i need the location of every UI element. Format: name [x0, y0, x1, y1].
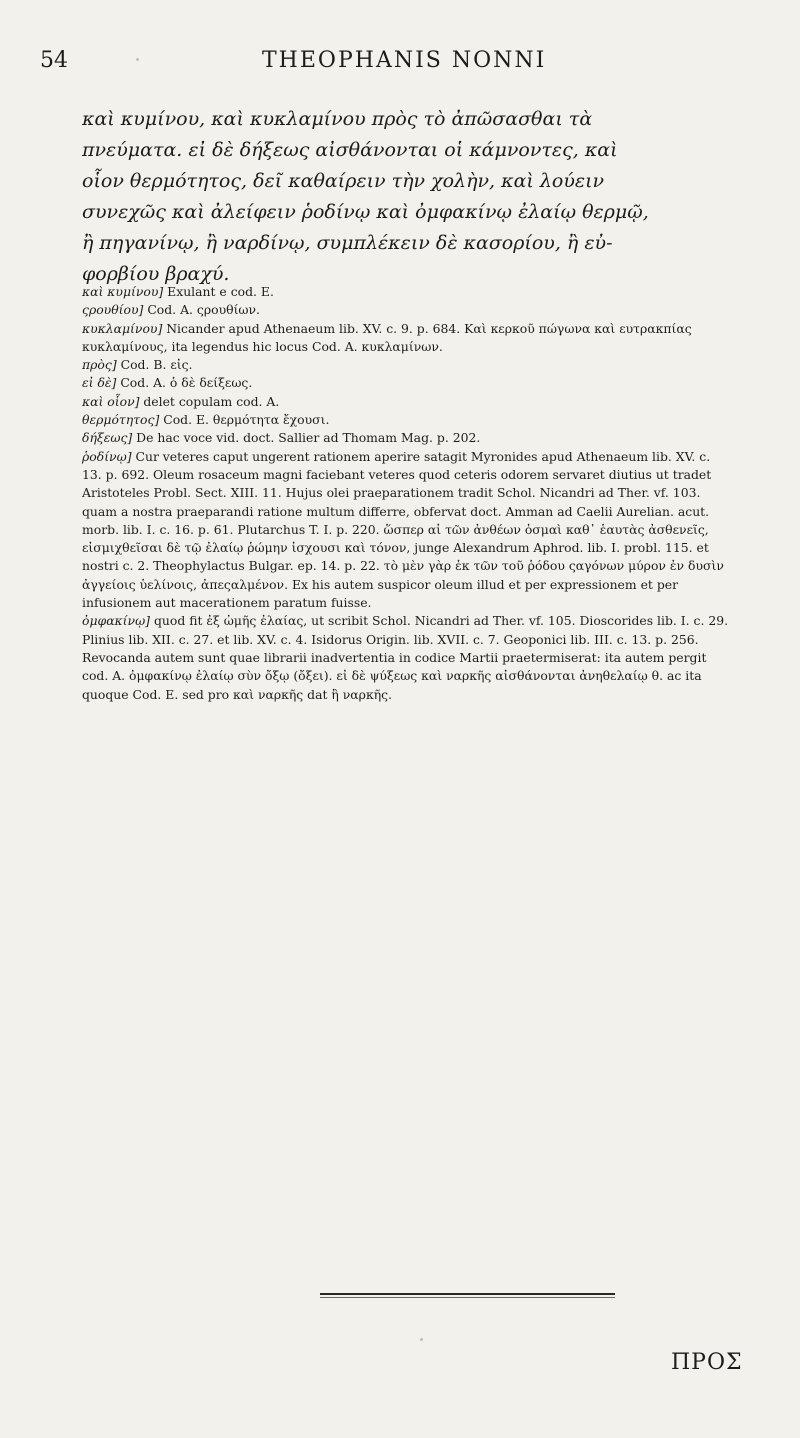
main-text-line: ἢ πηγανίνῳ, ἢ ναρδίνῳ, συμπλέκειν δὲ κασορίου, ἢ εὐ- — [82, 232, 613, 254]
note-lemma: εἰ δὲ] — [82, 375, 117, 391]
main-text-line: οἷον θερμότητος, δεῖ καθαίρειν τὴν χολὴν, καὶ λούειν — [82, 170, 605, 192]
page-number: 54 — [40, 48, 68, 73]
page-header — [0, 48, 800, 88]
paper-speck — [420, 1338, 423, 1341]
note-lemma: θερμότητος] — [82, 412, 160, 428]
note-lemma: ῥοδίνῳ] — [82, 448, 132, 464]
note-lemma: ςρουθίου] — [82, 302, 144, 318]
rule-thick — [320, 1293, 615, 1295]
main-text-line: πνεύματα. εἰ δὲ δήξεως αἰσθάνονται οἱ κάμνοντες, καὶ — [82, 139, 618, 161]
main-text-line: συνεχῶς καὶ ἀλείφειν ῥοδίνῳ καὶ ὀμφακίνῳ ἐλαίῳ θερμῷ, — [82, 201, 649, 223]
note-lemma: πρὸς] — [82, 357, 117, 373]
footnote — [82, 320, 732, 357]
rule-thin — [320, 1297, 615, 1298]
main-text-line: καὶ κυμίνου, καὶ κυκλαμίνου πρὸς τὸ ἀπῶσασθαι τὰ — [82, 108, 593, 130]
footnotes — [82, 283, 732, 704]
paper-speck — [136, 58, 139, 61]
footnote — [82, 429, 732, 447]
note-text: Exulant e cod. E. — [163, 284, 274, 299]
note-text: Cod. B. εἰς. — [116, 357, 193, 373]
end-rule — [320, 1293, 615, 1298]
footnote — [82, 448, 732, 613]
note-text: quod fit ἐξ ὠμῆς ἐλαίας, ut scribit Schol. Nicandri ad Ther. vf. 105. Dioscorides lib. I. c. 29. Plinius lib. XII. c. 27. et lib. XV. c. 4. Isidorus Origin. lib. XVII. c. 7. Geoponici lib. III. c. 13. p. 256. Revocanda autem sunt quae librarii inadvertentia in codice Martii praetermiserat: ita autem pergit cod. A. ὀμφακίνῳ ἐλαίῳ σὺν ὄξῳ (ὄξει). εἰ δὲ ψύξεως καὶ ναρκῆς αἰσθάνονται ἀνηθελαίῳ θ. ac ita quoque Cod. E. sed pro καὶ ναρκῆς dat ἢ ναρκῆς. — [82, 613, 729, 702]
note-text: Nicander apud Athenaeum lib. XV. c. 9. p. 684. Καὶ κερκοῦ πώγωνα καὶ ευτρακπίας κυκλαμίνους, ita legendus hic locus Cod. A. κυκλαμίνων. — [82, 320, 692, 354]
note-text: Cod. E. θερμότητα ἔχουσι. — [159, 412, 330, 428]
running-head: THEOPHANIS NONNI — [262, 48, 547, 73]
note-lemma: δήξεως] — [82, 430, 133, 446]
footnote — [82, 374, 732, 392]
catchword: ΠΡΟΣ — [671, 1350, 743, 1375]
footnote — [82, 411, 732, 429]
note-text: Cur veteres caput ungerent rationem aperire satagit Myronides apud Athenaeum lib. XV. c. 13. p. 692. Oleum rosaceum magni faciebant veteres quod ceteris odorem servaret diutius ut tradet Aristoteles Probl. Sect. XIII. 11. Hujus olei praeparationem tradit Schol. Nicandri ad Ther. vf. 103. quam a nostra praeparandi ratione multum differre, obfervat doct. Amman ad Caelii Aurelian. acut. morb. lib. I. c. 16. p. 61. Plutarchus T. I. p. 220. ὥσπερ αἱ τῶν ἀνθέων ὀσμαὶ καθ᾽ ἑαυτὰς ἀσθενεῖς, εἰσμιχθεῖσαι δὲ τῷ ἐλαίῳ ῥώμην ἰσχουσι καὶ τόνον, junge Alexandrum Aphrod. lib. I. probl. 115. et nostri c. 2. Theophylactus Bulgar. ep. 14. p. 22. τὸ μὲν γὰρ ἐκ τῶν τοῦ ῥόδου ςαγόνων μύρον ἐν δυσὶν ἀγγείοις ὑελίνοις, ἀπεςαλμένον. Ex his autem suspicor oleum illud et per expressionem et per infusionem aut macerationem paratum fuisse. — [82, 448, 724, 611]
footnote — [82, 301, 732, 319]
greek-main-text — [82, 104, 722, 290]
footnote — [82, 356, 732, 374]
note-lemma: ὀμφακίνῳ] — [82, 613, 151, 629]
footnote — [82, 393, 732, 411]
note-text: Cod. A. ὁ δὲ δείξεως. — [116, 375, 253, 391]
note-text: delet copulam cod. A. — [139, 393, 280, 409]
main-text-line: φορβίου βραχύ. — [82, 263, 230, 285]
note-lemma: καὶ οἷον] — [82, 393, 140, 409]
note-lemma: καὶ κυμίνου] — [82, 284, 164, 299]
footnote — [82, 612, 732, 703]
note-text: Cod. A. ςρουθίων. — [143, 302, 260, 318]
footnote — [82, 283, 732, 301]
note-lemma: κυκλαμίνου] — [82, 320, 163, 336]
note-text: De hac voce vid. doct. Sallier ad Thomam Mag. p. 202. — [132, 430, 481, 446]
